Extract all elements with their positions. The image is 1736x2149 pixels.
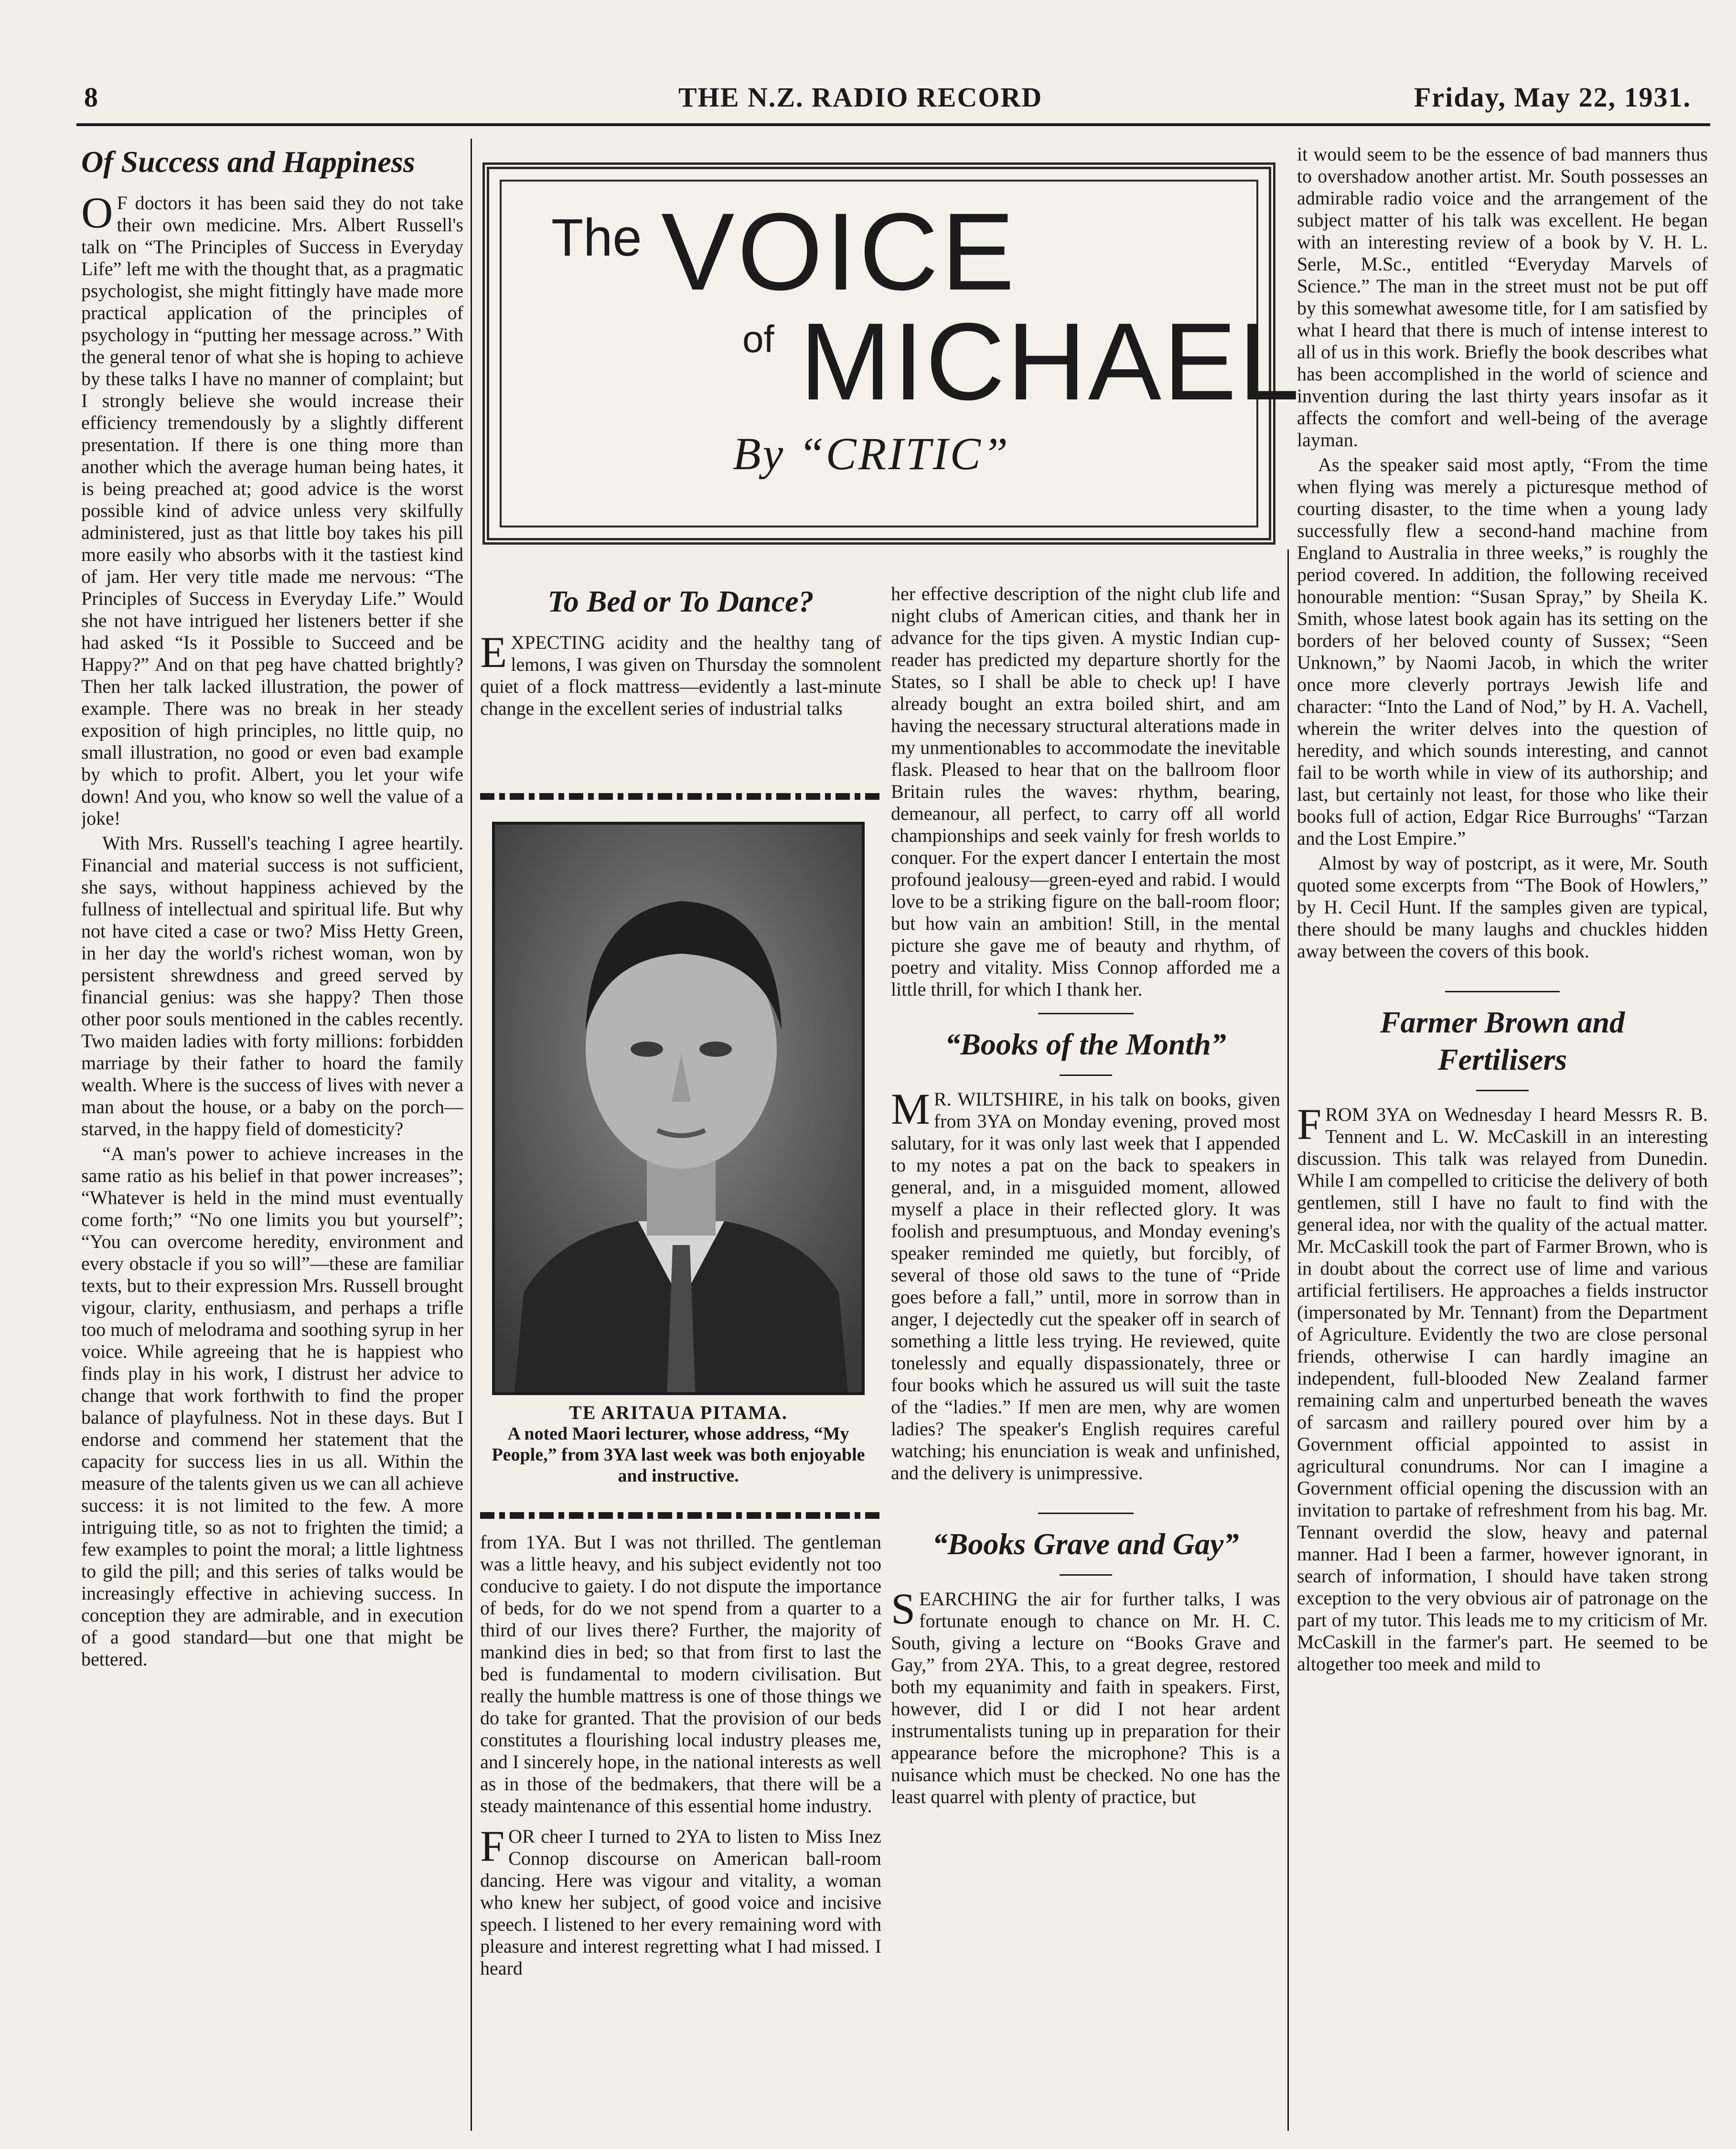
article-paragraph: Almost by way of postcript, as it were, Mr. South quoted some excerpts from “The Book of Howlers,” by H. Cecil Hunt. If the samples given are typical, there should be many laughs and chuckles hidden away between the covers of this book.	[1297, 852, 1708, 962]
drop-cap: S	[891, 1584, 916, 1633]
header-rule	[76, 123, 1710, 126]
title-byline: By “CRITIC”	[733, 428, 1010, 479]
article-paragraph: FOR cheer I turned to 2YA to listen to Miss Inez Connop discourse on American ball-room dancing. Here was vigour and vitality, a woman who knew her subject, of good voice and incisive speech. I listened to her every remaining word with pleasure and interest regretting what I had missed. I heard	[480, 1822, 881, 1979]
issue-date: Friday, May 22, 1931.	[1414, 82, 1692, 113]
drop-cap: F	[1297, 1100, 1322, 1149]
section-rule	[1445, 991, 1560, 992]
article-paragraph: it would seem to be the essence of bad manners thus to overshadow another artist. Mr. South possesses an admirable radio voice and the arrangement of the subject matter of his talk was excellent. He began with an interesting review of a book by V. H. L. Serle, M.Sc., entitled “Everyday Marvels of Science.” The man in the street must not be put off by this somewhat awesome title, for I am satisfied by what I heard that there is much of intense interest to all of us in this work. Briefly the book describes what has been accomplished in the world of science and invention during the last thirty years insofar as it affects the comfort and well-being of the average layman.	[1297, 143, 1708, 451]
article-paragraph: As the speaker said most aptly, “From the time when flying was merely a picturesque method of courting disaster, to the time when a young lady successfully flew a second-hand machine from England to Australia in three weeks,” is roughly the period covered. In addition, the following received honourable mention: “Susan Spray,” by Sheila K. Smith, whose latest book again has its setting on the borders of her beloved county of Sussex; “Seen Unknown,” by Naomi Jacob, in which the writer once more cleverly portrays Jewish life and character: “Into the Land of Nod,” by H. A. Vachell, wherein the writer delves into the question of heredity, and which sounds interesting, and cannot fail to be worth while in view of its authorship; and last, but certainly not least, for those who like their books full of action, Edgar Rice Burroughs' “Tarzan and the Lost Empire.”	[1297, 454, 1708, 849]
heading-books-grave-and-gay: “Books Grave and Gay”	[932, 1527, 1239, 1561]
title-michael: MICHAEL	[800, 300, 1302, 423]
feature-title-box	[482, 162, 1302, 545]
section-rule	[1038, 1513, 1134, 1514]
ornamental-divider	[480, 793, 881, 800]
heading-farmer-brown-line2: Fertilisers	[1437, 1042, 1567, 1076]
portrait-photo	[492, 822, 865, 1395]
column-rule	[471, 139, 472, 2131]
title-voice: VOICE	[661, 190, 1018, 313]
heading-to-bed-or-to-dance: To Bed or To Dance?	[547, 584, 814, 618]
drop-cap: F	[480, 1822, 505, 1870]
column-2-top	[480, 583, 881, 793]
column-3	[891, 583, 1280, 2136]
article-paragraph: EXPECTING acidity and the healthy tang of lemons, I was given on Thursday the somnolent quiet of a flock mattress—evidently a last-minute change in the excellent series of industrial talks	[480, 628, 881, 719]
article-paragraph: “A man's power to achieve increases in the same ratio as his belief in that power increases”; “Whatever is held in the mind must eventually come forth;” “No one limits you but yourself”; “You can overcome heredity, environment and every obstacle if you so will”—these are familiar texts, but to their expression Mrs. Russell brought vigour, clarity, enthusiasm, and perhaps a trifle too much of melodrama and soothing syrup in her voice. While agreeing that he is happiest who finds play in his work, I distrust her advice to change that work forthwith to find the proper balance of playfulness. Not in these days. But I endorse and commend her statement that the capacity for success lies in us all. Within the measure of the talents given us we can all achieve success: it is not limited to the few. A more intriguing title, so as not to frighten the timid; a few examples to point the moral; a little lightness to gild the pill; and this series of talks would be increasingly effective in achieving success. In conception they are admirable, and in execution of a good standard—but one that might be bettered.	[81, 1143, 463, 1670]
heading-farmer-brown-line1: Farmer Brown and	[1380, 1005, 1625, 1039]
title-of: of	[742, 318, 774, 360]
column-2-bottom	[480, 1531, 881, 2138]
column-1	[81, 143, 463, 2136]
publication-title: THE N.Z. RADIO RECORD	[678, 82, 1043, 113]
page-number: 8	[84, 82, 99, 113]
article-paragraph: SEARCHING the air for further talks, I was fortunate enough to chance on Mr. H. C. South, giving a lecture on “Books Grave and Gay,” from 2YA. This, to a great degree, restored both my equanimity and faith in speakers. First, however, did I or did I not hear ardent instrumentalists tuning up in preparation for their appearance before the microphone? This is a nuisance which must be checked. No one has the least quarrel with plenty of practice, but	[891, 1584, 1280, 1807]
caption-name: TE ARITAUA PITAMA.	[569, 1402, 788, 1423]
article-paragraph: With Mrs. Russell's teaching I agree heartily. Financial and material success is not sufficient, she says, without happiness achieved by the fullness of intellectual and spiritual life. But why not have cited a case or two? Miss Hetty Green, in her day the world's richest woman, won by persistent shrewdness and greed served by financial genius: was she happy? Then those other poor souls mentioned in the cables recently. Two maiden ladies with forty millions: forbidden marriage by their father to hoard the family wealth. Where is the success of lives with never a man about the house, or a baby on the porch—starved, in the happy field of domesticity?	[81, 832, 463, 1139]
article-paragraph: O F doctors it has been said they do not take their own medicine. Mrs. Albert Russell's talk on “The Principles of Success in Everyday Life” left me with the thought that, as a pragmatic psychologist, she might fittingly have made more practical application of the principles of psychology in “putting her message across.” With the general tenor of what she is hoping to achieve by these talks I have no manner of complaint; but I strongly believe she would increase their efficiency tremendously by a slightly different presentation. If there is one thing more than another which the average human being hates, it is being preached at; good advice is the worst possible kind of advice unless very skilfully administered, just as that little boy takes his pill more easily who absorbs with it the tastiest kind of jam. Her very title made me nervous: “The Principles of Success in Everyday Life.” Would she not have intrigued her listeners better if she had asked “Is it Possible to Succeed and be Happy?” And on that peg have chatted brightly? Then her talk lacked illustration, the power of example. There was no break in her steady exposition of high principles, no little quip, no small illustration, no good or even bad example by which to profit. Albert, you let your wife down! And you, who know so well the value of a joke!	[81, 188, 463, 829]
drop-cap: E	[480, 628, 507, 677]
drop-cap: O	[81, 188, 113, 237]
drop-cap: M	[891, 1085, 930, 1133]
heading-underline	[1060, 1574, 1112, 1576]
article-paragraph: from 1YA. But I was not thrilled. The gentleman was a little heavy, and his subject evidently not too conducive to gaiety. I do not dispute the importance of beds, for do we not spend from a quarter to a third of our lives there? Further, the majority of mankind dies in bed; so that from first to last the bed is fundamental to modern civilisation. But really the humble mattress is one of those things we do take for granted. That the provision of our beds constitutes a flourishing local industry pleases me, and I sincerely hope, in the national interests as well as in those of the bedmakers, that there will be a steady maintenance of this essential home industry.	[480, 1531, 881, 1816]
heading-underline	[1476, 1090, 1529, 1091]
section-rule	[1038, 1013, 1134, 1014]
photo-caption	[482, 1402, 874, 1486]
heading-success-happiness: Of Success and Happiness	[81, 145, 415, 179]
portrait-image	[495, 825, 865, 1395]
caption-text: A noted Maori lecturer, whose address, “My People,” from 3YA last week was both enjoyable and instructive.	[492, 1424, 865, 1486]
title-the: The	[551, 208, 642, 267]
heading-underline	[1060, 1074, 1112, 1076]
article-paragraph: her effective description of the night club life and night clubs of American cities, and thank her in advance for the tips given. A mystic Indian cup-reader has predicted my departure shortly for the States, so I shall be able to check up! I have already bought an extra boiled shirt, and am having the necessary structural alterations made in my unmentionables to accommodate the inevitable flask. Pleased to hear that on the ballroom floor Britain rules the waves: rhythm, bearing, demeanour, all perfect, to carry off all world championships and seek vainly for fresh worlds to conquer. For the expert dancer I entertain the most profound jealousy—green-eyed and rabid. I would love to be a striking figure on the ball-room floor; but how vain an ambition! Still, in the mental picture she gave me of beauty and rhythm, of poetry and vitality. Miss Connop afforded me a little thrill, for which I thank her.	[891, 583, 1280, 1000]
ornamental-divider	[480, 1512, 881, 1519]
heading-books-of-the-month: “Books of the Month”	[945, 1027, 1226, 1061]
article-paragraph: M R. WILTSHIRE, in his talk on books, given from 3YA on Monday evening, proved most salutary, for it was only last week that I appended to my notes a pat on the back to speakers in general, and, in a misguided moment, allowed myself a place in their reflected glory. It was foolish and presumptuous, and Monday evening's speaker reminded me quietly, but forcibly, of several of those old saws to the tune of “Pride goes before a fall,” until, more in sorrow than in anger, I dejectedly cut the speaker off in search of something a little less trying. He reviewed, quite tonelessly and equally dispassionately, three or four books which he assured us will suit the taste of the “ladies.” If men are men, why are women ladies? The speaker's English requires careful watching; his enunciation is weak and unfinished, and the delivery is unimpressive.	[891, 1085, 1280, 1483]
column-rule	[1287, 549, 1289, 2131]
column-4	[1297, 143, 1708, 2136]
article-paragraph: FROM 3YA on Wednesday I heard Messrs R. B. Tennent and L. W. McCaskill in an interesting discussion. This talk was relayed from Dunedin. While I am compelled to criticise the delivery of both gentlemen, still I have no fault to find with the general idea, nor with the quality of the actual matter. Mr. McCaskill took the part of Farmer Brown, who is in doubt about the correct use of lime and various artificial fertilisers. He approaches a fields instructor (impersonated by Mr. Tennant) from the Department of Agriculture. Evidently the two are close personal friends, otherwise I can hardly imagine an independent, full-blooded New Zealand farmer remaining calm and unperturbed beneath the waves of sarcasm and raillery poured over him by a Government official appointed to assist in agricultural conundrums. Nor can I imagine a Government official opening the discussion with an invitation to partake of refreshment from his bag. Mr. Tennant overdid the slow, heavy and paternal manner. Had I been a farmer, however ignorant, in search of information, I should have taken strong exception to the very obvious air of patronage on the part of my tutor. This leads me to my criticism of Mr. McCaskill in the farmer's part. He seemed to be altogether too meek and mild to	[1297, 1100, 1708, 1675]
